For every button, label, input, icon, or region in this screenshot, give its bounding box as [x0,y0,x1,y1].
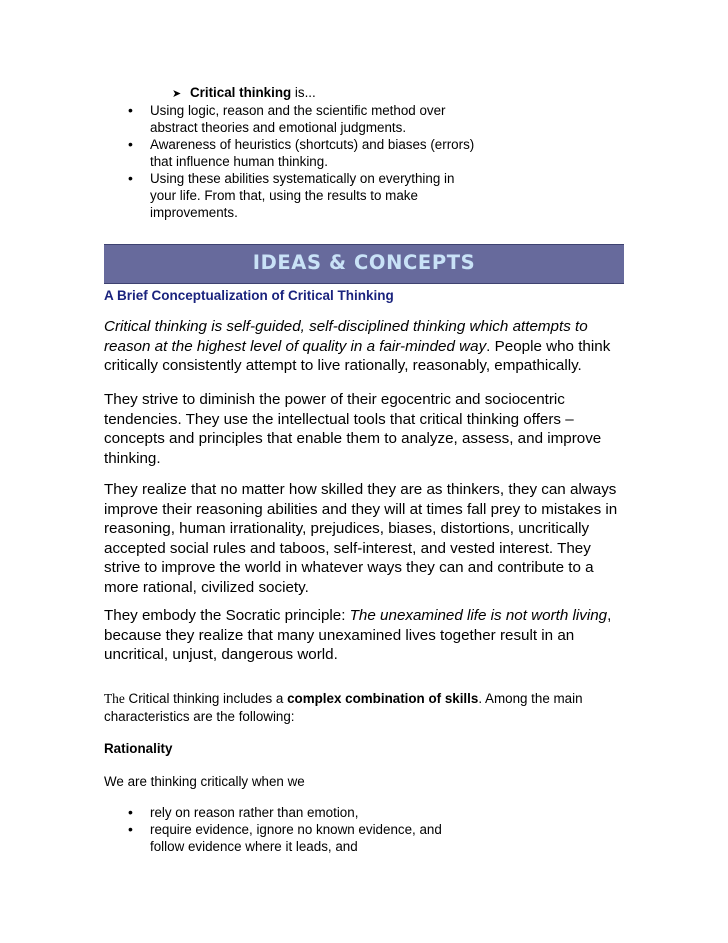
definition-rest: . People who think critically consistently attempt to live rationally, reasonably, empathically. [104,337,611,374]
definition-italic: Critical thinking is self-guided, self-disciplined thinking which attempts to reason at the highest level of quality in a fair-minded way [104,318,588,355]
list-item-text: require evidence, ignore no known evidence, and follow evidence where it leads, and [150,822,442,854]
arrow-bullet-icon: ➤ [172,88,182,100]
rationality-list [0,804,728,855]
paragraph-socratic [104,606,624,665]
list-item [0,170,480,221]
list-item [0,804,470,821]
section-subheading: A Brief Conceptualization of Critical Thinking [104,288,394,303]
skills-start: Critical thinking includes a [124,691,288,706]
paragraph-improve: They realize that no matter how skilled they are as thinkers, they can always improve their reasoning abilities and they will at times fall prey to mistakes in reasoning, human irrationality, prejudices, biases, distortions, uncritically accepted social rules and taboos, self-interest, and vested interest. They strive to improve the world in whatever ways they can and contribute to a more rational, civilized society. [104,481,618,596]
section-banner [104,244,624,284]
rationality-intro: We are thinking critically when we [104,774,305,789]
list-item-text: Awareness of heuristics (shortcuts) and biases (errors) that influence human thinking. [150,137,475,169]
list-item-text: Using these abilities systematically on everything in your life. From that, using the results to make improvements. [150,171,455,220]
socratic-start: They embody the Socratic principle: [104,607,350,624]
skills-bold: complex combination of skills [287,691,479,706]
skills-the: The [104,691,125,706]
banner-title: IDEAS & CONCEPTS [252,251,476,274]
bullet-dot-icon: • [128,102,133,118]
arrow-list-item [172,84,316,103]
rationality-heading: Rationality [104,741,173,756]
list-item [0,102,480,136]
bullet-dot-icon: • [128,804,133,820]
bullet-dot-icon: • [128,136,133,152]
arrow-item-text: is... [291,85,316,100]
socratic-quote: The unexamined life is not worth living [349,607,608,624]
socratic-rest: , because they realize that many unexamined lives together result in an uncritical, unjust, dangerous world. [104,607,612,663]
skills-rest: . Among the main characteristics are the following: [104,691,583,724]
list-item-text: rely on reason rather than emotion, [150,805,359,820]
list-item [0,136,480,170]
arrow-item-bold: Critical thinking [190,85,292,100]
bullet-list [0,102,728,221]
bullet-dot-icon: • [128,821,133,837]
paragraph-skills [104,690,624,725]
paragraph-egocentric: They strive to diminish the power of their egocentric and sociocentric tendencies. They use the intellectual tools that critical thinking offers – concepts and principles that enable them to analyze, assess, and improve thinking. [104,391,602,467]
paragraph-definition [104,317,624,376]
list-item-text: Using logic, reason and the scientific method over abstract theories and emotional judgments. [150,103,446,135]
bullet-dot-icon: • [128,170,133,186]
list-item [0,821,470,855]
